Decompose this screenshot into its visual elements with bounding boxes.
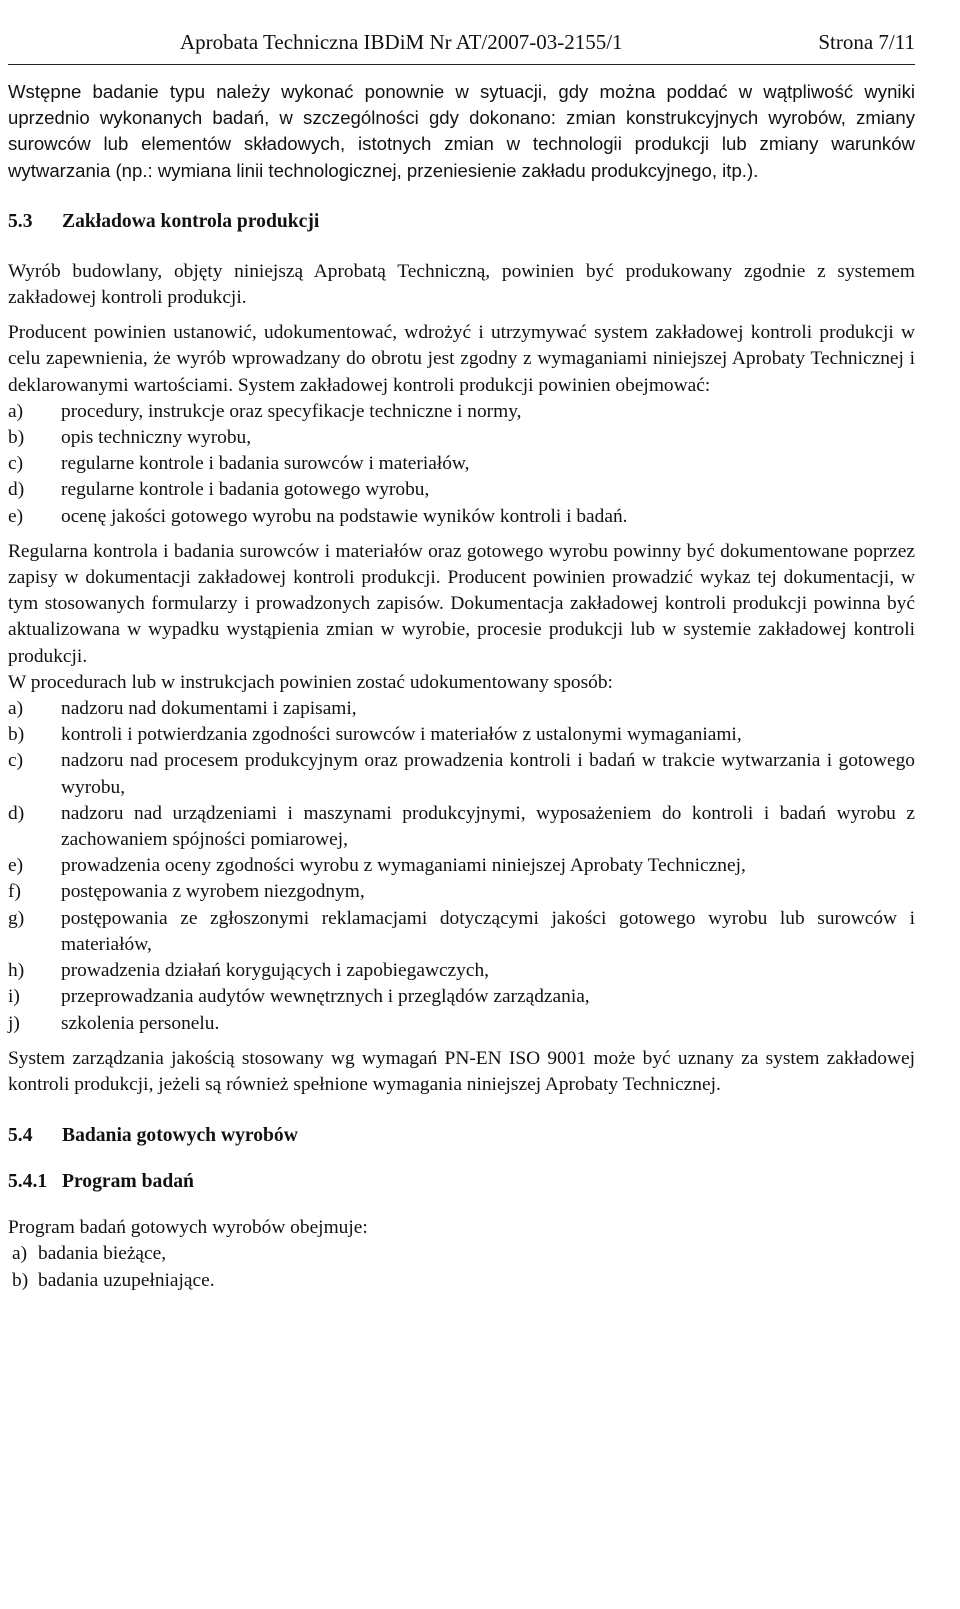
page-header [8,30,915,65]
list-item: c) regularne kontrole i badania surowców i materiałów, [8,453,470,475]
list-item: h) prowadzenia działań korygujących i zapobiegawczych, [8,960,490,982]
section-5-4-heading [8,1125,915,1147]
list-item: e) ocenę jakości gotowego wyrobu na podstawie wyników kontroli i badań. [8,505,628,527]
list-item: i) przeprowadzania audytów wewnętrznych i przeglądów zarządzania, [8,986,590,1008]
section-title: Zakładowa kontrola produkcji [62,210,320,232]
section-title: Badania gotowych wyrobów [62,1125,298,1147]
document-title: Aprobata Techniczna IBDiM Nr AT/2007-03-2155/1 [180,30,623,54]
list-item: a) nadzoru nad dokumentami i zapisami, [8,698,357,720]
page-number: Strona 7/11 [818,30,915,54]
list-procedures [8,696,915,1037]
section-title: Program badań [62,1171,194,1193]
paragraph: Producent powinien ustanowić, udokumentować, wdrożyć i utrzymywać system zakładowej kontroli produkcji w celu zapewnienia, że wyrób wprowadzany do obrotu jest zgodny z wymaganiami niniejszej Aprobaty Technicznej i deklarowanymi wartościami. System zakładowej kontroli produkcji powinien obejmować: [8,322,915,396]
list-item: j) szkolenia personelu. [8,1012,220,1034]
paragraph: Regularna kontrola i badania surowców i materiałów oraz gotowego wyrobu powinny być dokumentowane poprzez zapisy w dokumentacji zakładowej kontroli produkcji. Producent powinien prowadzić wykaz tej dokumentacji, w tym stosowanych formularzy i prowadzonych zapisów. Dokumentacja zakładowej kontroli produkcji powinna być aktualizowana w wypadku wystąpienia zmian w wyrobie, procesie produkcji lub w systemie zakładowej kontroli produkcji. [8,540,915,667]
list-scope [8,399,915,530]
list-item: b) kontroli i potwierdzania zgodności surowców i materiałów z ustalonymi wymaganiami, [8,724,742,746]
list-item: d) regularne kontrole i badania gotowego wyrobu, [8,479,430,501]
paragraph: Wyrób budowlany, objęty niniejszą Aprobatą Techniczną, powinien być produkowany zgodnie z systemem zakładowej kontroli produkcji. [8,260,915,309]
list-item: b) badania uzupełniające. [12,1269,215,1291]
list-item: b) opis techniczny wyrobu, [8,427,252,449]
section-number: 5.3 [8,210,33,232]
section-5-4-1-heading [8,1171,915,1193]
section-number: 5.4.1 [8,1171,48,1193]
list-item: a) badania bieżące, [12,1243,167,1265]
list-item: g) postępowania ze zgłoszonymi reklamacjami dotyczącymi jakości gotowego wyrobu lub surowców i materiałów, [8,907,915,955]
section-5-3-heading [8,211,915,233]
paragraph: W procedurach lub w instrukcjach powinien zostać udokumentowany sposób: [8,671,613,693]
paragraph: System zarządzania jakością stosowany wg wymagań PN-EN ISO 9001 może być uznany za system zakładowej kontroli produkcji, jeżeli są również spełnione wymagania niniejszej Aprobaty Technicznej. [8,1047,915,1095]
list-item: f) postępowania z wyrobem niezgodnym, [8,881,365,903]
list-test-program [8,1241,915,1293]
section-number: 5.4 [8,1125,33,1147]
list-item: c) nadzoru nad procesem produkcyjnym oraz prowadzenia kontroli i badań w trakcie wytwarzania i gotowego wyrobu, [8,750,915,798]
document-page [8,30,915,1294]
list-item: e) prowadzenia oceny zgodności wyrobu z wymaganiami niniejszej Aprobaty Technicznej, [8,855,746,877]
list-item: a) procedury, instrukcje oraz specyfikacje techniczne i normy, [8,400,522,422]
paragraph: Program badań gotowych wyrobów obejmuje: [8,1217,368,1239]
list-item: d) nadzoru nad urządzeniami i maszynami produkcyjnymi, wyposażeniem do kontroli i badań wyrobu z zachowaniem spójności pomiarowej, [8,802,915,851]
intro-paragraph: Wstępne badanie typu należy wykonać ponownie w sytuacji, gdy można poddać w wątpliwość wyniki uprzednio wykonanych badań, w szczególności gdy dokonano: zmian konstrukcyjnych wyrobów, zmiany surowców lub elementów składowych, istotnych zmian w technologii produkcji lub zmiany warunków wytwarzania (np.: wymiana linii technologicznej, przeniesienie zakładu produkcyjnego, itp.). [8,81,915,181]
